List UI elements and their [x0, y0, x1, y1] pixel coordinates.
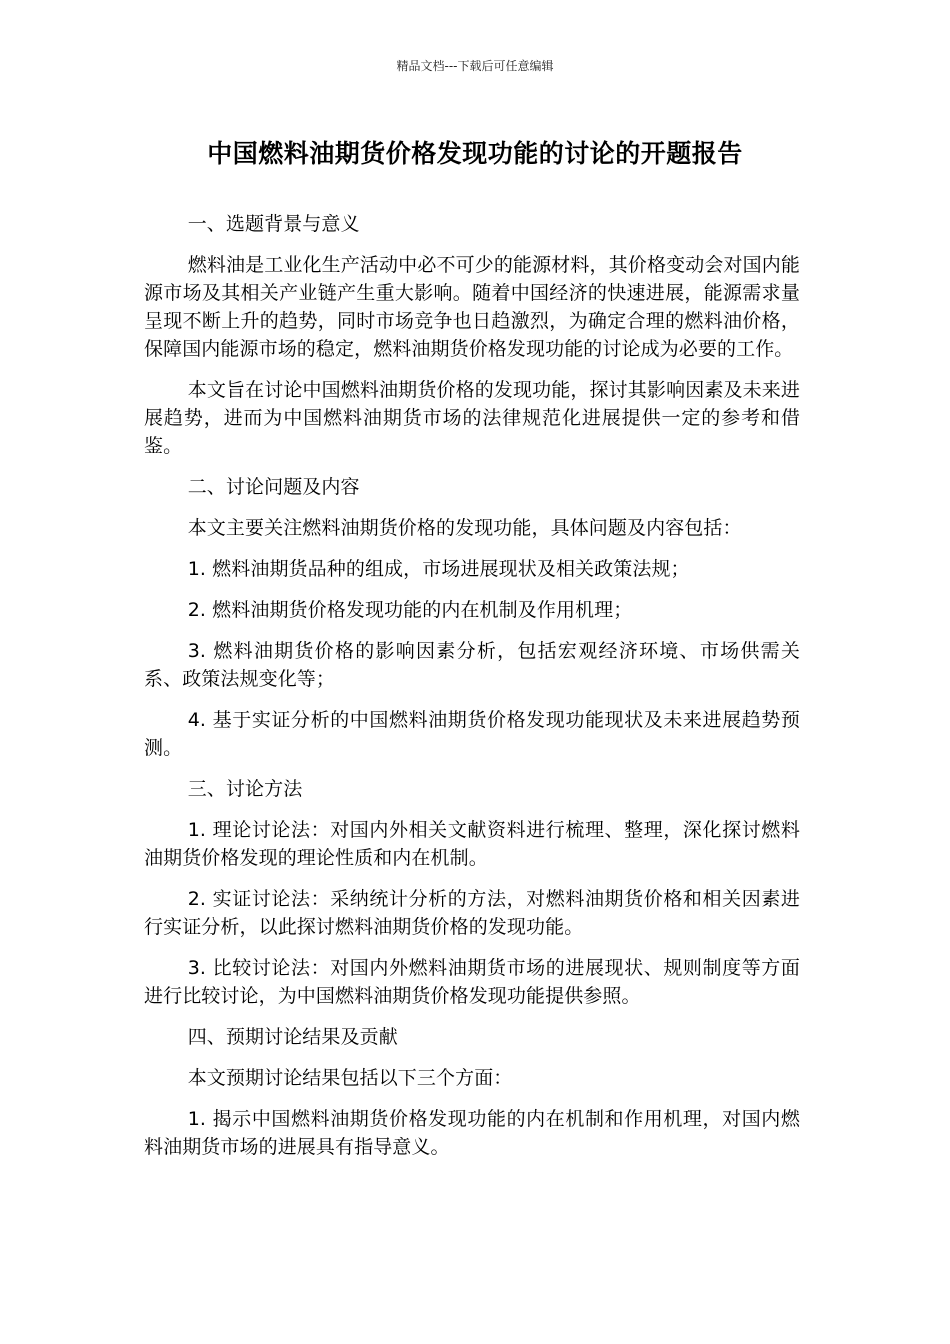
list-item: 2. 实证讨论法：采纳统计分析的方法，对燃料油期货价格和相关因素进行实证分析，以此探讨燃料油期货价格的发现功能。: [144, 888, 800, 938]
list-item: 3. 燃料油期货价格的影响因素分析，包括宏观经济环境、市场供需关系、政策法规变化等；: [144, 640, 800, 690]
document-body: [144, 210, 800, 1174]
body-paragraph: 本文旨在讨论中国燃料油期货价格的发现功能，探讨其影响因素及未来进展趋势，进而为中国燃料油期货市场的法律规范化进展提供一定的参考和借鉴。: [144, 379, 800, 457]
list-item: 2. 燃料油期货价格发现功能的内在机制及作用机理；: [187, 599, 633, 621]
header-note: 精品文档---下载后可任意编辑: [396, 59, 554, 73]
list-item: 1. 理论讨论法：对国内外相关文献资料进行梳理、整理，深化探讨燃料油期货价格发现的理论性质和内在机制。: [144, 819, 800, 869]
body-paragraph: 燃料油是工业化生产活动中必不可少的能源材料，其价格变动会对国内能源市场及其相关产业链产生重大影响。随着中国经济的快速进展，能源需求量呈现不断上升的趋势，同时市场竞争也日趋激烈，为确定合理的燃料油价格，保障国内能源市场的稳定，燃料油期货价格发现功能的讨论成为必要的工作。: [144, 254, 800, 360]
body-paragraph: 本文预期讨论结果包括以下三个方面：: [187, 1067, 513, 1089]
list-item: 1. 燃料油期货品种的组成，市场进展现状及相关政策法规；: [187, 558, 690, 580]
list-item: 3. 比较讨论法：对国内外燃料油期货市场的进展现状、规则制度等方面进行比较讨论，为中国燃料油期货价格发现功能提供参照。: [144, 957, 800, 1007]
section-heading-questions: 二、讨论问题及内容: [187, 476, 360, 498]
body-paragraph: 本文主要关注燃料油期货价格的发现功能，具体问题及内容包括：: [187, 517, 742, 539]
list-item: 4. 基于实证分析的中国燃料油期货价格发现功能现状及未来进展趋势预测。: [144, 709, 800, 759]
section-heading-results: 四、预期讨论结果及贡献: [187, 1026, 398, 1048]
section-heading-methods: 三、讨论方法: [187, 778, 303, 800]
list-item: 1. 揭示中国燃料油期货价格发现功能的内在机制和作用机理，对国内燃料油期货市场的进展具有指导意义。: [144, 1108, 800, 1158]
section-heading-background: 一、选题背景与意义: [187, 213, 360, 235]
document-title: 中国燃料油期货价格发现功能的讨论的开题报告: [207, 139, 743, 168]
